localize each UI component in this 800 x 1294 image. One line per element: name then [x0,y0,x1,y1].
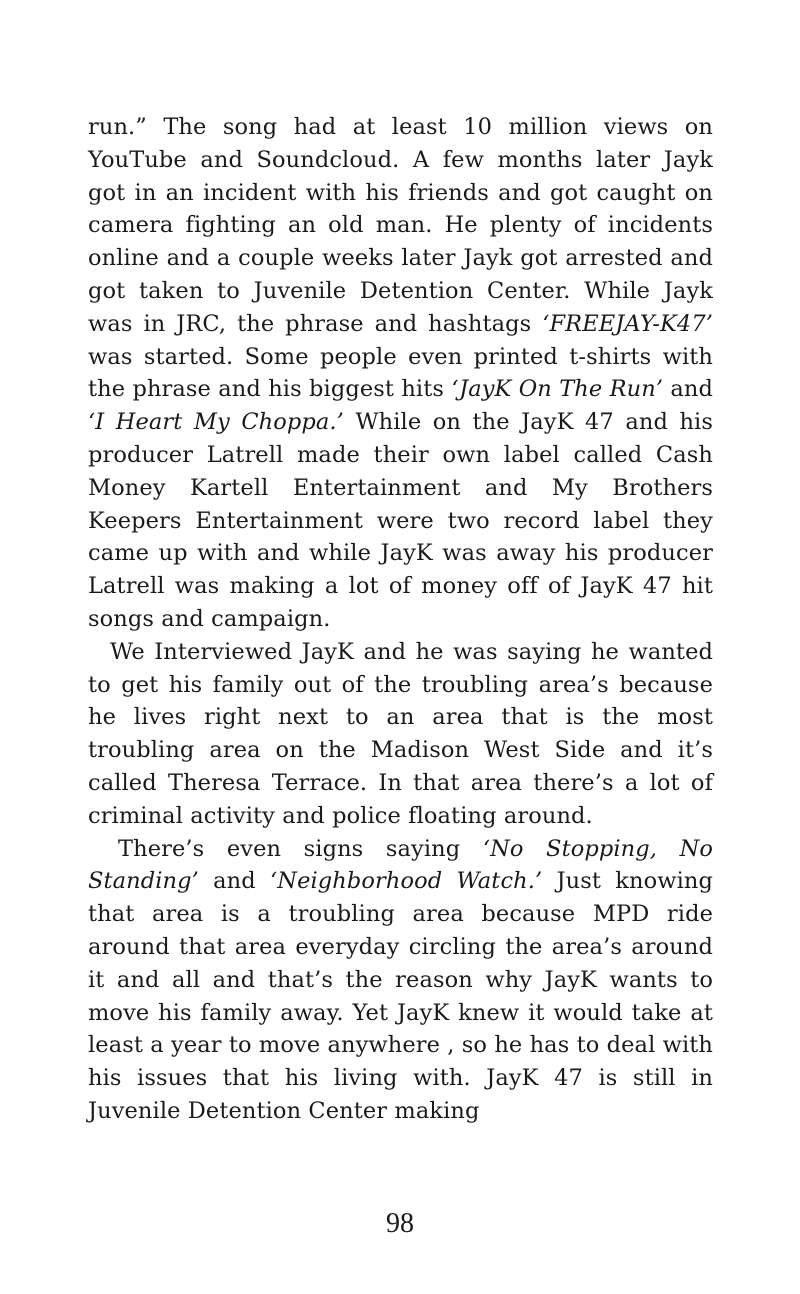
paragraph-3-text-e: Just knowing that area is a troubling area because MPD ride around that area everyday circling the area’s around it and all and that’s the reason why JayK wants to move his family away. Yet JayK knew it would take at least a year to move anywhere , so he has to deal with his issues that his living with. JayK 47 is still in Juvenile Detention Center making [88,868,714,1124]
paragraph-1-text-g: While on the JayK 47 and his producer Latrell made their own label called Cash Money Kartell Entertainment and My Brothers Keepers Entertainment were two record label they came up with and while JayK was away his producer Latrell was making a lot of money off of JayK 47 hit songs and campaign. [88,409,713,632]
page-number: 98 [386,1208,414,1239]
paragraph-3 [88,833,713,1128]
hashtag-freejay: ‘FREEJAY-K47’ [542,310,713,337]
paragraph-3-text-c: and [198,868,271,895]
body-text [88,111,713,1128]
sign-neighborhood-watch: ‘Neighborhood Watch.’ [270,868,543,895]
paragraph-2: We Interviewed JayK and he was saying he wanted to get his family out of the troubling area’s because he lives right next to an area that is the most troubling area on the Madison West Side and it’s called Theresa Terrace. In that area there’s a lot of criminal activity and police floating around. [88,638,713,829]
paragraph-3-text-a: There’s even signs saying [118,835,483,862]
song-title-on-the-run: ‘JayK On The Run’ [451,376,664,403]
paragraph-1 [88,111,713,636]
paragraph-1-text-c: was started. Some people even printed t-shirts with the phrase and his biggest hits [88,343,713,403]
paragraph-1-text-e: and [663,376,714,403]
sign-no-stopping: ‘No Stopping, No Standing’ [88,835,714,895]
song-title-heart-choppa: ‘I Heart My Choppa.’ [88,409,344,436]
paragraph-1-text-a: run.” The song had at least 10 million views on YouTube and Soundcloud. A few months later Jayk got in an incident with his friends and got caught on camera fighting an old man. He plenty of incidents online and a couple weeks later Jayk got arrested and got taken to Juvenile Detention Center. While Jayk was in JRC, the phrase and hashtags [88,114,713,337]
